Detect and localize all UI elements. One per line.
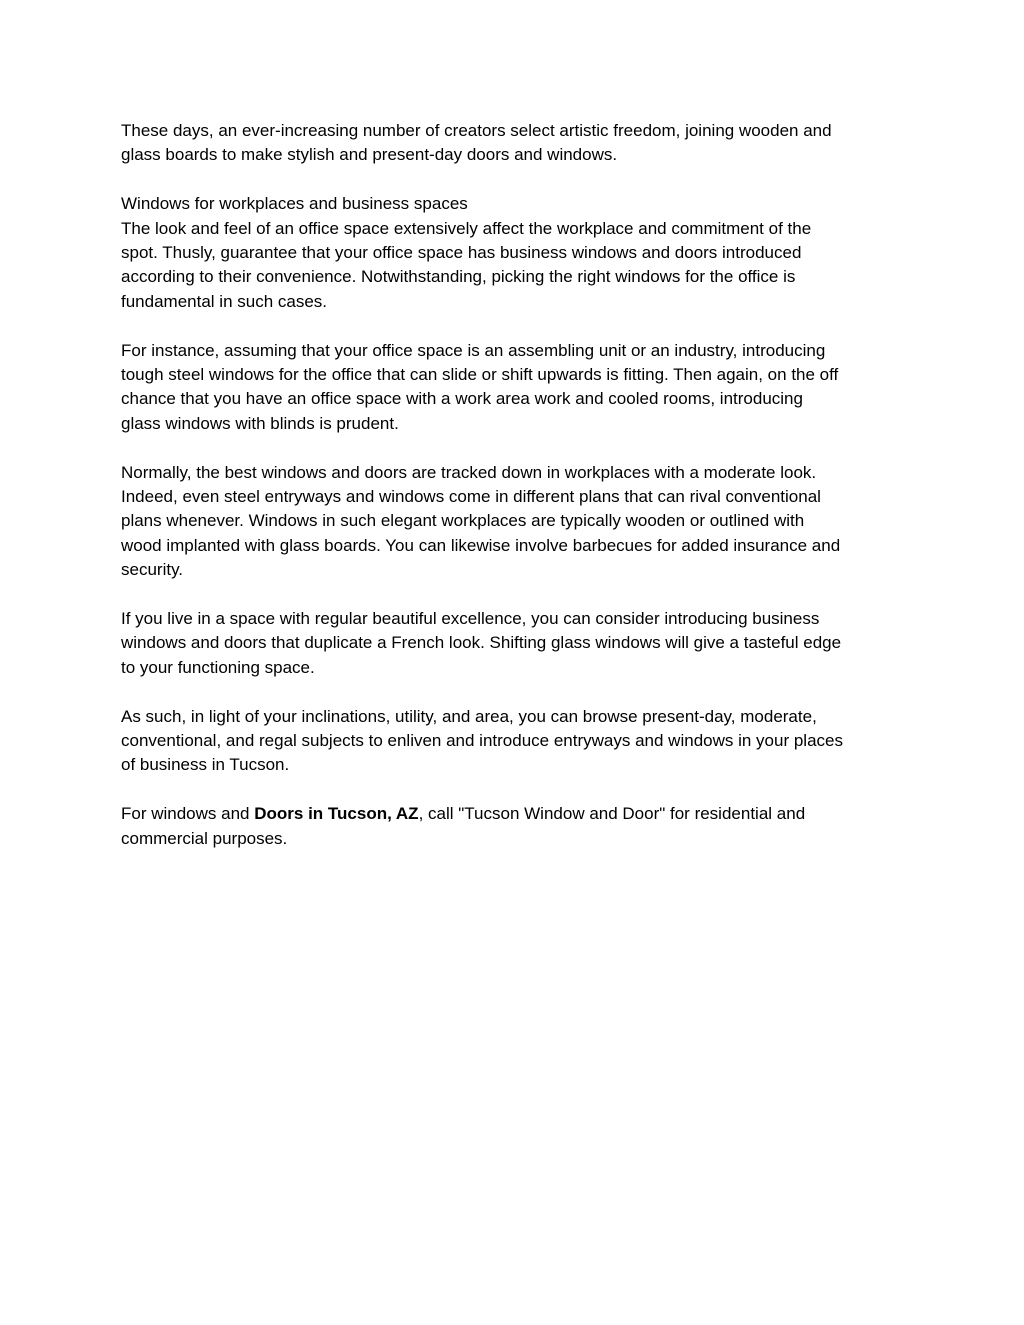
paragraph-instance [121,339,911,437]
text-line: to your functioning space. [121,657,315,677]
text-line: fundamental in such cases. [121,291,328,311]
text-line: of business in Tucson. [121,755,290,775]
paragraph-call-to-action [121,802,911,851]
paragraph-as-such [121,705,911,778]
text-line: As such, in light of your inclinations, utility, and area, you can browse present-day, moderate, [121,706,817,726]
text-line: For instance, assuming that your office space is an assembling unit or an industry, introducing [121,340,826,360]
cta-text-pre: For windows and [121,804,255,824]
paragraph-intro [121,119,911,168]
text-line: Indeed, even steel entryways and windows come in different plans that can rival conventional [121,487,821,507]
text-line: spot. Thusly, guarantee that your office space has business windows and doors introduced [121,243,802,263]
text-line: glass boards to make stylish and present-day doors and windows. [121,145,618,165]
paragraph-normally [121,461,911,583]
text-line: If you live in a space with regular beautiful excellence, you can consider introducing business [121,609,820,629]
text-line [121,802,911,826]
text-line: Normally, the best windows and doors are tracked down in workplaces with a moderate look. [121,462,817,482]
text-line: The look and feel of an office space extensively affect the workplace and commitment of the [121,218,812,238]
paragraph-french-look [121,607,911,680]
paragraph-workplace-windows [121,192,911,314]
text-line: glass windows with blinds is prudent. [121,413,399,433]
text-line: commercial purposes. [121,828,288,848]
document-body [121,119,911,875]
text-line: wood implanted with glass boards. You can likewise involve barbecues for added insurance and [121,535,841,555]
cta-text-post: , call "Tucson Window and Door" for residential and [418,804,806,824]
text-line: chance that you have an office space with a work area work and cooled rooms, introducing [121,389,803,409]
text-line: tough steel windows for the office that can slide or shift upwards is fitting. Then again, on the off [121,365,839,385]
text-line: according to their convenience. Notwithstanding, picking the right windows for the office is [121,267,796,287]
text-line: security. [121,560,184,580]
section-heading: Windows for workplaces and business spaces [121,194,468,214]
text-line: plans whenever. Windows in such elegant workplaces are typically wooden or outlined with [121,511,805,531]
text-line: These days, an ever-increasing number of creators select artistic freedom, joining wooden and [121,121,832,140]
text-line: conventional, and regal subjects to enliven and introduce entryways and windows in your places [121,731,843,751]
doors-in-tucson-keyword: Doors in Tucson, AZ [254,804,419,824]
text-line: windows and doors that duplicate a French look. Shifting glass windows will give a tasteful edge [121,633,842,653]
